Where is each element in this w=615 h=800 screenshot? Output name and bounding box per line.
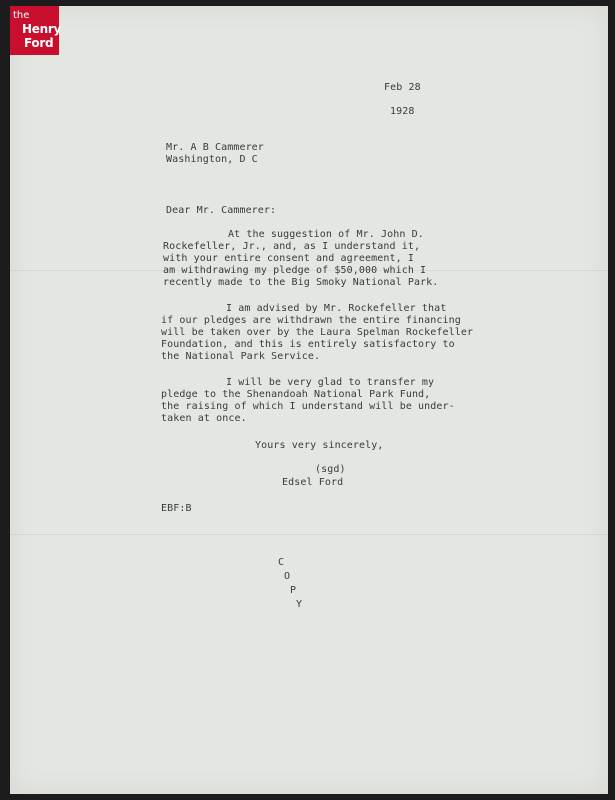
date-month-day: Feb 28 [384,82,421,93]
closing: Yours very sincerely, [255,440,384,451]
paragraph-3-line-4: taken at once. [161,413,247,424]
copy-letter-o: O [284,571,291,582]
salutation: Dear Mr. Cammerer: [166,205,277,216]
recipient-city: Washington, D C [166,154,258,165]
paragraph-1-line-3: with your entire consent and agreement, I [163,253,414,264]
paragraph-1-line-2: Rockefeller, Jr., and, as I understand it, [163,241,421,252]
paragraph-2-line-1: I am advised by Mr. Rockefeller that [226,303,447,314]
paragraph-3-line-2: pledge to the Shenandoah National Park Fund, [161,389,431,400]
fold-line [10,534,608,535]
typist-initials: EBF:B [161,503,192,514]
recipient-name: Mr. A B Cammerer [166,142,264,153]
paragraph-1-line-1: At the suggestion of Mr. John D. [228,229,424,240]
paragraph-3-line-1: I will be very glad to transfer my [226,377,435,388]
paragraph-1-line-5: recently made to the Big Smoky National Park. [163,277,439,288]
date-year: 1928 [390,106,415,117]
paragraph-2-line-4: Foundation, and this is entirely satisfactory to [161,339,455,350]
copy-letter-p: P [290,585,297,596]
paragraph-1-line-4: am withdrawing my pledge of $50,000 which I [163,265,427,276]
paragraph-2-line-5: the National Park Service. [161,351,321,362]
henry-ford-logo [10,6,59,55]
signature-name: Edsel Ford [282,477,344,488]
paragraph-3-line-3: the raising of which I understand will be under- [161,401,455,412]
logo-text-henry: Henry [22,22,61,36]
letter-page [10,6,608,794]
signed-mark: (sgd) [315,464,346,475]
copy-letter-y: Y [296,599,303,610]
logo-text-ford: Ford [24,36,54,50]
paragraph-2-line-3: will be taken over by the Laura Spelman Rockefeller [161,327,474,338]
paragraph-2-line-2: if our pledges are withdrawn the entire financing [161,315,461,326]
copy-letter-c: C [278,557,285,568]
logo-text-the: the [13,10,30,21]
